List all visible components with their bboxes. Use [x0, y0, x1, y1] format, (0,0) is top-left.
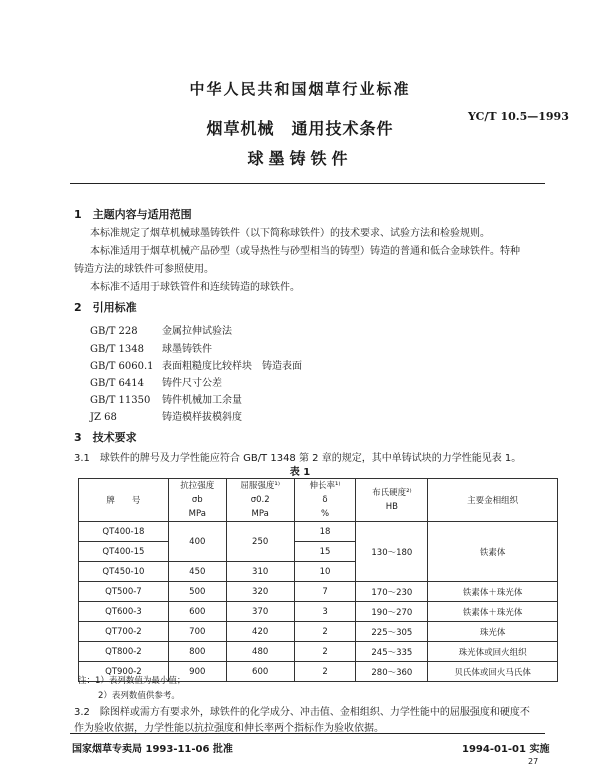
- cell-hardness: 130～180: [356, 522, 428, 582]
- cell-grade: QT900-2: [79, 662, 169, 682]
- table-note-2: 2）表列数值供参考。: [98, 691, 180, 701]
- cell-yield: 480: [226, 642, 294, 662]
- header-tensile-label: 抗拉强度: [180, 481, 215, 491]
- section-1-paragraph-2-line-1: 本标准适用于烟草机械产品砂型（或导热性与砂型相当的铸型）铸造的普通和低合金球铁件。特种: [90, 246, 520, 257]
- header-elongation-label: 伸长率¹⁾: [309, 481, 341, 491]
- table-row: [79, 522, 558, 542]
- header-yield-unit: MPa: [251, 509, 269, 519]
- header-hardness: [356, 479, 428, 522]
- header-grade: 牌 号: [79, 479, 169, 522]
- reference-code: GB/T 228: [90, 326, 138, 337]
- header-yield-symbol: σ0.2: [250, 495, 270, 505]
- reference-code: GB/T 6414: [90, 378, 145, 389]
- reference-item: [90, 357, 302, 372]
- document-title: 烟草机械 通用技术条件: [206, 119, 394, 138]
- header-structure: 主要金相组织: [428, 479, 558, 522]
- cell-yield: 320: [226, 582, 294, 602]
- reference-code: JZ 68: [90, 412, 117, 423]
- reference-item: [90, 391, 242, 406]
- header-tensile: [168, 479, 226, 522]
- header-tensile-unit: MPa: [188, 509, 206, 519]
- reference-name: 铸造模样拔模斜度: [162, 412, 242, 423]
- cell-tensile: 800: [168, 642, 226, 662]
- reference-name: 球墨铸铁件: [162, 344, 212, 355]
- cell-hardness: 225～305: [356, 622, 428, 642]
- cell-tensile: 500: [168, 582, 226, 602]
- cell-elongation: 2: [294, 622, 356, 642]
- cell-hardness: 170～230: [356, 582, 428, 602]
- standard-code: YC/T 10.5—1993: [468, 110, 569, 123]
- reference-name: 表面粗糙度比较样块 铸造表面: [162, 361, 302, 372]
- header-yield-label: 屈服强度¹⁾: [240, 481, 280, 491]
- cell-structure: 珠光体: [428, 622, 558, 642]
- cell-grade: QT500-7: [79, 582, 169, 602]
- cell-elongation: 2: [294, 642, 356, 662]
- header-elongation-unit: %: [320, 509, 330, 519]
- cell-grade: QT600-3: [79, 602, 169, 622]
- reference-item: [90, 340, 212, 355]
- footer-divider: [70, 733, 545, 734]
- cell-yield: 310: [226, 562, 294, 582]
- cell-elongation: 18: [294, 522, 356, 542]
- section-3-heading: 3 技术要求: [74, 431, 137, 444]
- reference-code: GB/T 1348: [90, 344, 145, 355]
- cell-elongation: 7: [294, 582, 356, 602]
- cell-tensile: 900: [168, 662, 226, 682]
- approval-line: 国家烟草专卖局 1993-11-06 批准: [72, 744, 233, 755]
- reference-name: 铸件尺寸公差: [162, 378, 222, 389]
- cell-structure: 珠光体或回火组织: [428, 642, 558, 662]
- cell-grade: QT700-2: [79, 622, 169, 642]
- cell-tensile: 400: [168, 522, 226, 562]
- implementation-date: 1994-01-01 实施: [462, 744, 550, 755]
- cell-tensile: 700: [168, 622, 226, 642]
- section-1-heading: 1 主题内容与适用范围: [74, 208, 192, 221]
- cell-elongation: 10: [294, 562, 356, 582]
- cell-grade: QT400-15: [79, 542, 169, 562]
- cell-elongation: 2: [294, 662, 356, 682]
- reference-name: 铸件机械加工余量: [162, 395, 242, 406]
- cell-structure: 铁素体: [428, 522, 558, 582]
- cell-grade: QT800-2: [79, 642, 169, 662]
- cell-yield: 250: [226, 522, 294, 562]
- clause-3-2-line-2: 作为验收依据，力学性能以抗拉强度和伸长率两个指标作为验收依据。: [74, 723, 384, 734]
- page-number: 27: [528, 757, 539, 766]
- section-1-paragraph-3: 本标准不适用于球铁管件和连续铸造的球铁件。: [90, 282, 300, 293]
- clause-3-1: 3.1 球铁件的牌号及力学性能应符合 GB/T 1348 第 2 章的规定，其中单铸试块的力学性能见表 1。: [74, 453, 522, 464]
- cell-structure: 贝氏体或回火马氏体: [428, 662, 558, 682]
- section-1-paragraph-1: 本标准规定了烟草机械球墨铸铁件（以下简称球铁件）的技术要求、试验方法和检验规则。: [90, 228, 490, 239]
- table-row: [79, 602, 558, 622]
- cell-hardness: 280～360: [356, 662, 428, 682]
- header-elongation: [294, 479, 356, 522]
- cell-elongation: 3: [294, 602, 356, 622]
- reference-item: [90, 322, 232, 337]
- section-2-heading: 2 引用标准: [74, 301, 137, 314]
- section-1-paragraph-2-line-2: 铸造方法的球铁件可参照使用。: [74, 264, 214, 275]
- cell-elongation: 15: [294, 542, 356, 562]
- table-row: [79, 642, 558, 662]
- reference-code: GB/T 11350: [90, 395, 151, 406]
- header-yield: [226, 479, 294, 522]
- cell-tensile: 600: [168, 602, 226, 622]
- reference-item: [90, 408, 242, 423]
- clause-3-2-line-1: 3.2 除图样或需方有要求外，球铁件的化学成分、冲击值、金相组织、力学性能中的屈服强度和硬度不: [74, 707, 530, 718]
- header-hardness-label: 布氏硬度²⁾: [372, 488, 412, 498]
- cell-grade: QT450-10: [79, 562, 169, 582]
- header-elongation-symbol: δ: [322, 495, 328, 505]
- reference-item: [90, 374, 222, 389]
- header-divider: [70, 183, 545, 184]
- cell-structure: 铁素体＋珠光体: [428, 602, 558, 622]
- reference-code: GB/T 6060.1: [90, 361, 154, 372]
- header-hardness-unit: HB: [385, 502, 398, 512]
- cell-structure: 铁素体＋珠光体: [428, 582, 558, 602]
- cell-yield: 600: [226, 662, 294, 682]
- cell-hardness: 190～270: [356, 602, 428, 622]
- table-caption: 表 1: [289, 467, 311, 478]
- mechanical-properties-table: [78, 478, 558, 682]
- reference-name: 金属拉伸试验法: [162, 326, 232, 337]
- header-tensile-symbol: σb: [191, 495, 203, 505]
- table-row: [79, 622, 558, 642]
- document-subtitle: 球墨铸铁件: [247, 149, 353, 168]
- cell-grade: QT400-18: [79, 522, 169, 542]
- cell-yield: 370: [226, 602, 294, 622]
- table-note-1: 注：1）表列数值为最小值；: [78, 676, 186, 686]
- table-header-row: [79, 479, 558, 522]
- table-row: [79, 582, 558, 602]
- cell-tensile: 450: [168, 562, 226, 582]
- issuing-organization: 中华人民共和国烟草行业标准: [189, 80, 411, 98]
- cell-hardness: 245～335: [356, 642, 428, 662]
- cell-yield: 420: [226, 622, 294, 642]
